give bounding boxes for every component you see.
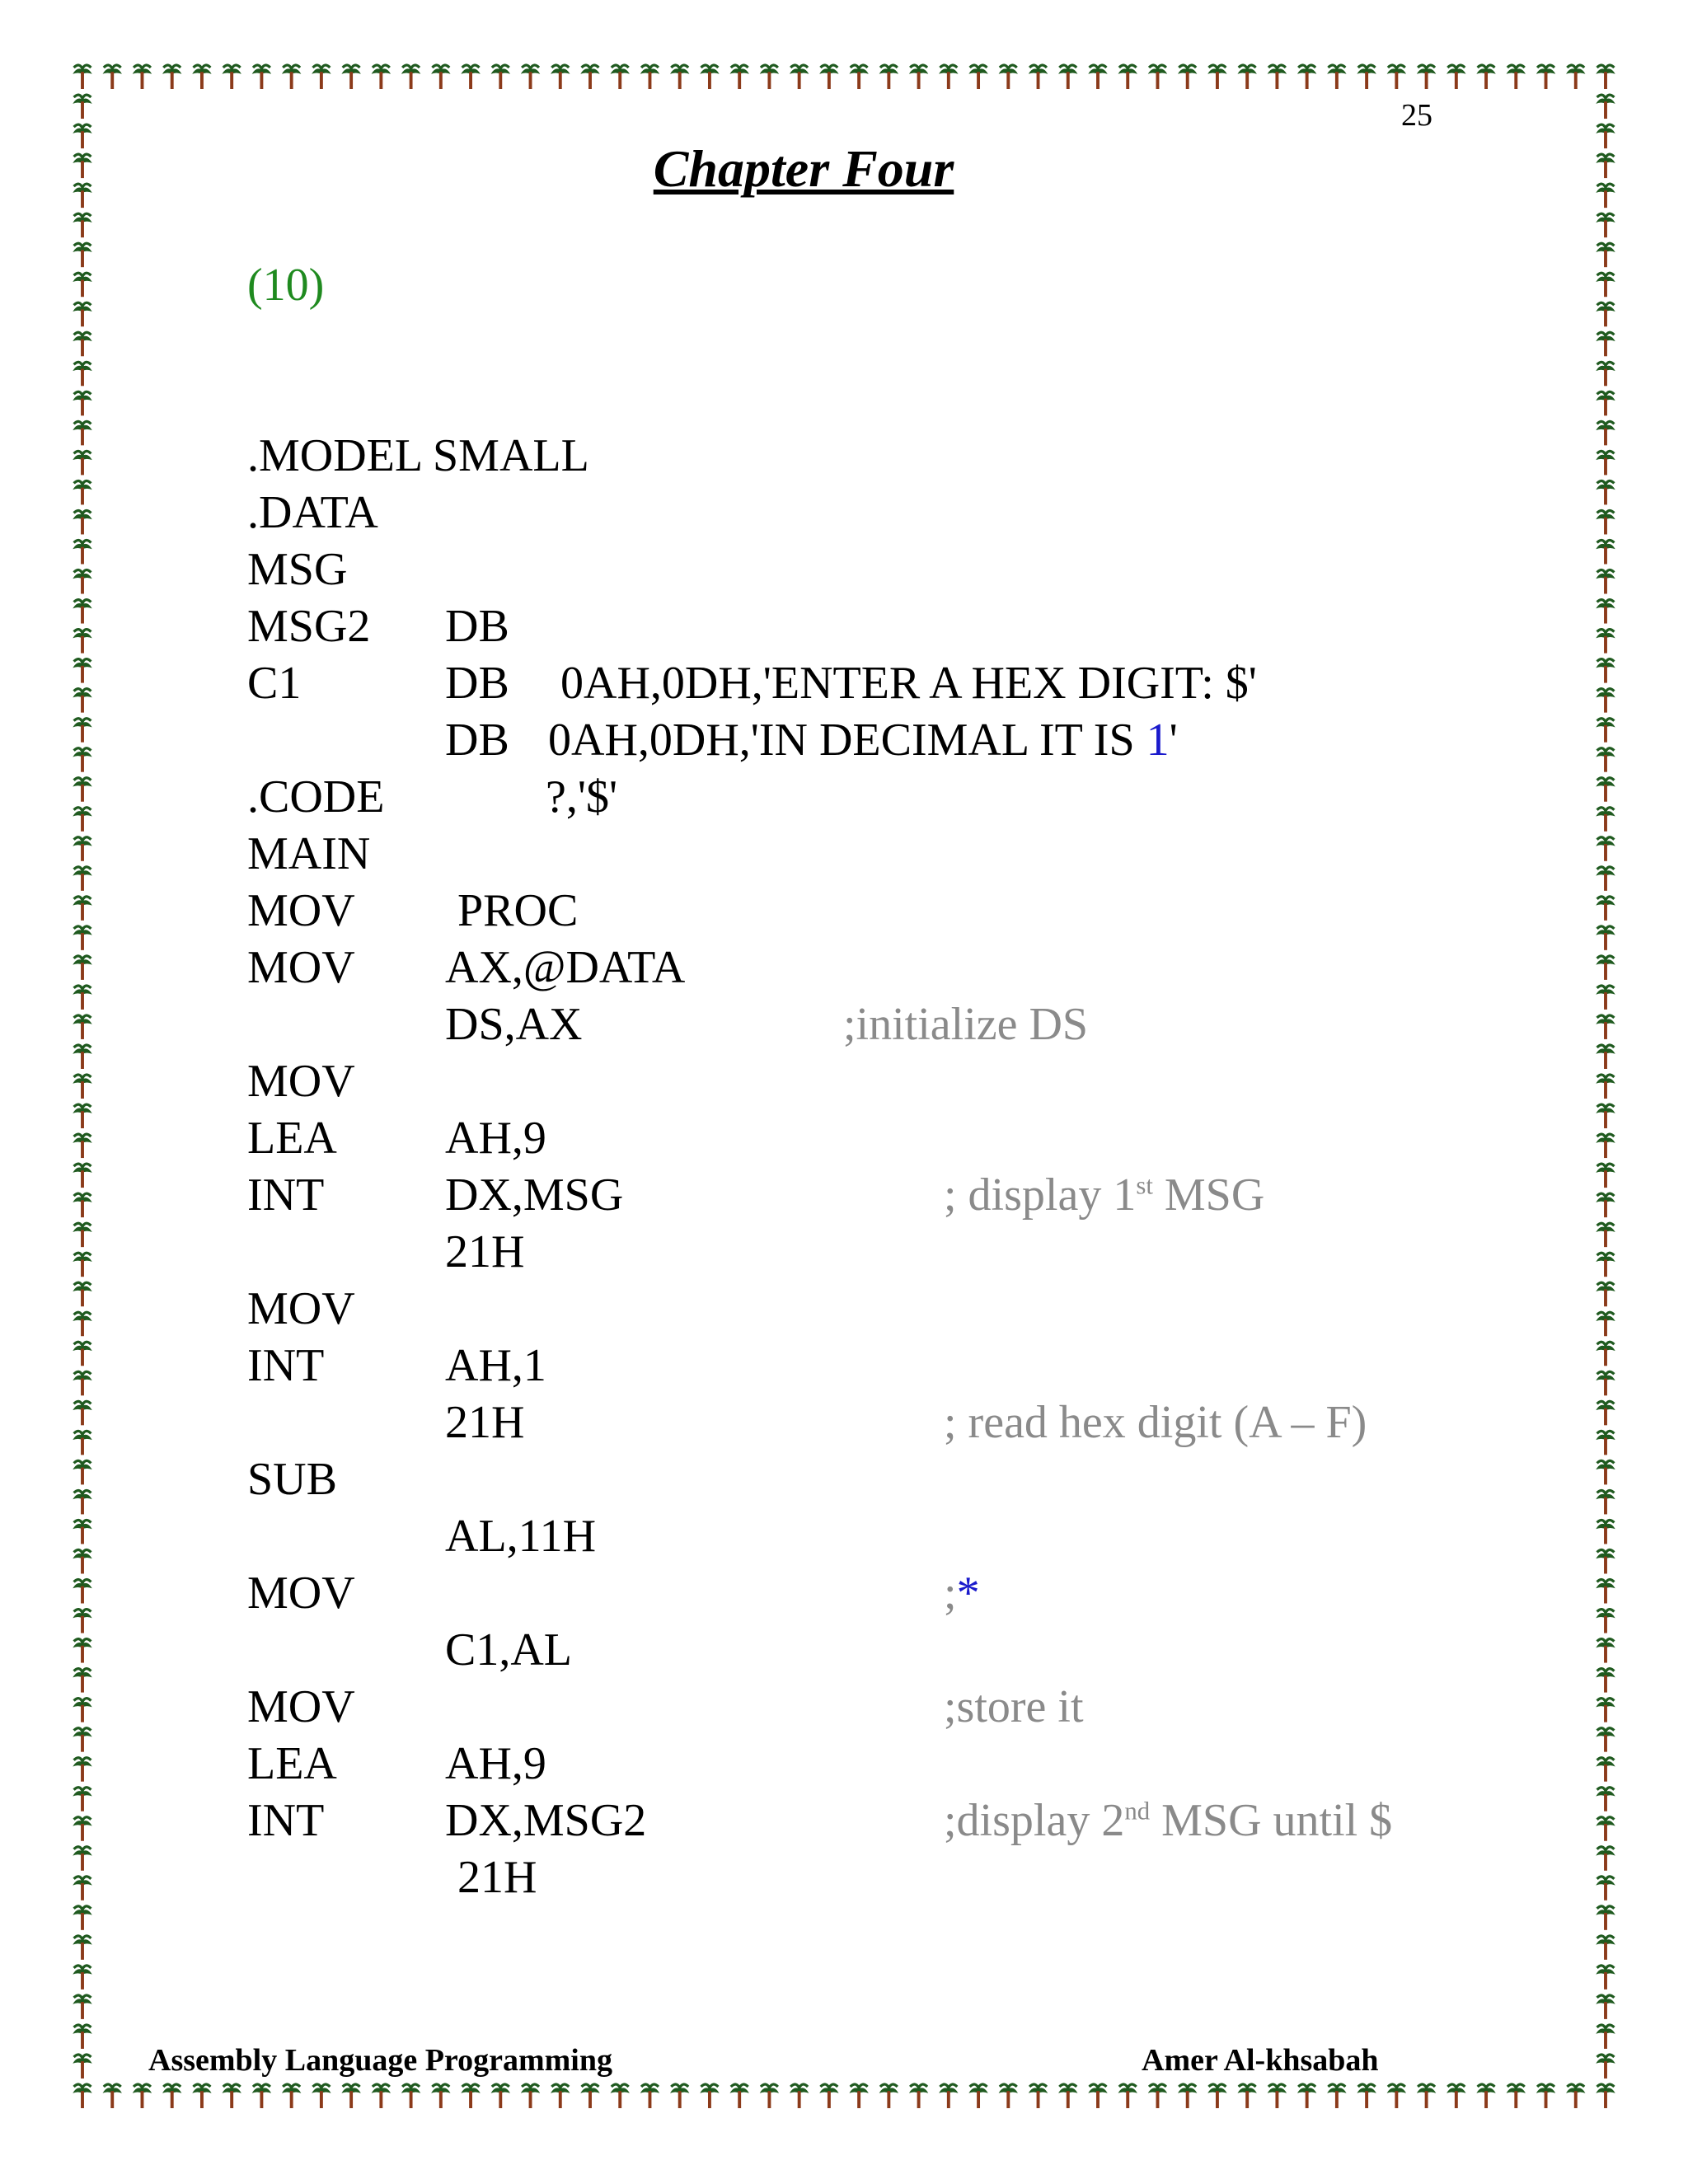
palm-tree-icon: [372, 65, 391, 89]
palm-tree-icon: [939, 65, 958, 89]
palm-tree-icon: [372, 2084, 391, 2108]
palm-tree-icon: [73, 480, 91, 504]
palm-tree-icon: [551, 2084, 570, 2108]
palm-tree-icon: [1178, 2084, 1197, 2108]
palm-tree-icon: [73, 451, 91, 475]
palm-tree-icon: [1596, 1788, 1615, 1811]
palm-tree-icon: [73, 1639, 91, 1663]
palm-tree-icon: [968, 2084, 987, 2108]
palm-tree-icon: [1596, 1401, 1615, 1425]
palm-tree-icon: [1596, 421, 1615, 445]
palm-tree-icon: [1596, 213, 1615, 237]
palm-tree-icon: [73, 421, 91, 445]
palm-tree-icon: [849, 2084, 868, 2108]
palm-tree-icon: [1237, 65, 1256, 89]
opcode: MOV: [247, 885, 355, 936]
opcode: MOV: [247, 1568, 355, 1619]
palm-tree-icon: [1596, 1460, 1615, 1484]
palm-tree-icon: [73, 956, 91, 980]
palm-tree-icon: [73, 65, 91, 89]
palm-tree-icon: [73, 1282, 91, 1306]
palm-tree-icon: [1387, 65, 1406, 89]
palm-tree-icon: [760, 65, 779, 89]
palm-tree-icon: [73, 1550, 91, 1574]
db-keyword: DB: [445, 715, 509, 766]
palm-tree-icon: [73, 1699, 91, 1722]
palm-tree-icon: [1596, 480, 1615, 504]
palm-tree-icon: [1596, 748, 1615, 772]
palm-tree-icon: [73, 1193, 91, 1217]
palm-tree-icon: [1596, 1817, 1615, 1841]
code-listing: [247, 371, 1393, 1903]
palm-tree-icon: [700, 65, 719, 89]
comment: ;initialize DS: [843, 999, 1089, 1050]
palm-tree-icon: [73, 302, 91, 326]
palm-tree-icon: [1596, 778, 1615, 802]
palm-tree-icon: [1237, 2084, 1256, 2108]
palm-tree-icon: [1207, 65, 1226, 89]
palm-tree-icon: [1536, 65, 1555, 89]
footer-author: Amer Al-khsabah: [1142, 2043, 1379, 2078]
palm-tree-icon: [73, 600, 91, 624]
palm-tree-icon: [580, 2084, 599, 2108]
palm-tree-icon: [73, 1847, 91, 1871]
palm-tree-icon: [1596, 600, 1615, 624]
opcode: MOV: [247, 1056, 355, 1107]
palm-tree-icon: [1387, 2084, 1406, 2108]
palm-tree-icon: [73, 1371, 91, 1395]
palm-tree-icon: [103, 65, 122, 89]
palm-tree-icon: [1447, 2084, 1465, 2108]
palm-tree-icon: [73, 1669, 91, 1693]
palm-tree-icon: [1596, 243, 1615, 267]
palm-tree-icon: [1596, 1936, 1615, 1960]
palm-tree-icon: [73, 1164, 91, 1188]
comment: ;store it: [944, 1681, 1084, 1732]
palm-tree-icon: [670, 2084, 689, 2108]
palm-tree-icon: [73, 1580, 91, 1604]
palm-tree-icon: [1596, 1580, 1615, 1604]
palm-tree-icon: [401, 65, 420, 89]
operand: 21H: [445, 1397, 525, 1448]
data-directive: .DATA: [247, 487, 378, 538]
palm-tree-icon: [1596, 302, 1615, 326]
palm-tree-icon: [73, 1342, 91, 1366]
palm-tree-icon: [1297, 65, 1316, 89]
palm-tree-icon: [1596, 95, 1615, 119]
palm-tree-icon: [162, 65, 181, 89]
palm-tree-icon: [1596, 689, 1615, 713]
palm-tree-icon: [162, 2084, 181, 2108]
palm-tree-icon: [73, 689, 91, 713]
palm-tree-icon: [1596, 808, 1615, 832]
chapter-title: Chapter Four: [653, 139, 954, 198]
footer-course-title: Assembly Language Programming: [148, 2043, 612, 2078]
palm-tree-icon: [73, 2055, 91, 2079]
palm-tree-icon: [1357, 2084, 1376, 2108]
palm-tree-icon: [1357, 65, 1376, 89]
palm-tree-icon: [1596, 362, 1615, 386]
operand: AL,11H: [445, 1511, 597, 1562]
palm-tree-icon: [1088, 65, 1107, 89]
palm-tree-icon: [1596, 1164, 1615, 1188]
palm-tree-icon: [73, 659, 91, 683]
operand: 21H: [445, 1226, 525, 1277]
palm-tree-icon: [670, 65, 689, 89]
palm-tree-icon: [73, 391, 91, 415]
palm-tree-icon: [1596, 956, 1615, 980]
operand: DX,MSG2: [445, 1795, 647, 1846]
palm-tree-icon: [73, 1817, 91, 1841]
palm-tree-icon: [879, 65, 898, 89]
opcode: INT: [247, 1169, 325, 1221]
palm-tree-icon: [312, 65, 331, 89]
palm-tree-icon: [1596, 1342, 1615, 1366]
palm-tree-icon: [1476, 2084, 1495, 2108]
palm-tree-icon: [73, 2084, 91, 2108]
palm-tree-icon: [1148, 65, 1167, 89]
palm-tree-icon: [73, 1995, 91, 2019]
palm-tree-icon: [999, 65, 1018, 89]
palm-tree-icon: [909, 2084, 928, 2108]
palm-tree-icon: [73, 1045, 91, 1069]
palm-tree-icon: [1596, 1758, 1615, 1782]
palm-tree-icon: [1596, 1669, 1615, 1693]
palm-tree-icon: [879, 2084, 898, 2108]
palm-tree-icon: [1596, 273, 1615, 297]
palm-tree-icon: [1596, 1520, 1615, 1544]
page-number: 25: [1401, 98, 1432, 133]
palm-tree-icon: [1268, 2084, 1287, 2108]
palm-tree-icon: [461, 2084, 480, 2108]
palm-tree-icon: [192, 2084, 211, 2108]
exercise-number: (10): [247, 260, 325, 311]
db-keyword: DB: [445, 658, 509, 709]
palm-tree-icon: [1118, 65, 1137, 89]
palm-tree-icon: [73, 1401, 91, 1425]
palm-tree-icon: [760, 2084, 779, 2108]
palm-tree-icon: [790, 2084, 809, 2108]
palm-tree-icon: [999, 2084, 1018, 2108]
palm-tree-icon: [790, 65, 809, 89]
palm-tree-icon: [819, 2084, 838, 2108]
palm-tree-icon: [580, 65, 599, 89]
highlighted-digit: 1: [1146, 715, 1170, 766]
palm-tree-icon: [73, 541, 91, 565]
palm-tree-icon: [73, 630, 91, 654]
palm-tree-icon: [1596, 1966, 1615, 1990]
palm-tree-icon: [73, 1490, 91, 1514]
palm-tree-icon: [1029, 65, 1048, 89]
palm-tree-icon: [222, 65, 241, 89]
palm-tree-icon: [1596, 1847, 1615, 1871]
comment: ;display 2nd MSG until $: [944, 1795, 1393, 1846]
palm-tree-icon: [1058, 2084, 1077, 2108]
operand: DS,AX: [445, 999, 583, 1050]
palm-tree-icon: [73, 213, 91, 237]
palm-tree-icon: [341, 65, 360, 89]
palm-tree-icon: [252, 2084, 271, 2108]
palm-tree-icon: [1596, 897, 1615, 921]
palm-tree-icon: [1297, 2084, 1316, 2108]
palm-tree-icon: [1596, 2055, 1615, 2079]
palm-tree-icon: [1596, 1015, 1615, 1039]
palm-tree-icon: [73, 1728, 91, 1752]
asterisk-marker: *: [956, 1568, 980, 1619]
blank-line: [247, 940, 293, 996]
palm-tree-icon: [1596, 1223, 1615, 1247]
blank-line: [247, 1565, 293, 1622]
palm-tree-icon: [1596, 837, 1615, 861]
palm-tree-icon: [73, 1966, 91, 1990]
code-line-code: [247, 712, 385, 823]
comment: ; display 1st MSG: [944, 1169, 1265, 1221]
palm-tree-icon: [700, 2084, 719, 2108]
palm-tree-icon: [1029, 2084, 1048, 2108]
palm-tree-icon: [73, 510, 91, 534]
opcode: LEA: [247, 1738, 337, 1789]
palm-tree-icon: [73, 95, 91, 119]
opcode: SUB: [247, 1454, 337, 1505]
palm-tree-icon: [222, 2084, 241, 2108]
palm-tree-icon: [73, 1877, 91, 1900]
palm-tree-icon: [73, 1075, 91, 1099]
palm-tree-icon: [73, 926, 91, 950]
palm-tree-icon: [1596, 1282, 1615, 1306]
palm-tree-icon: [1596, 1104, 1615, 1128]
palm-tree-icon: [312, 2084, 331, 2108]
palm-tree-icon: [640, 65, 659, 89]
palm-tree-icon: [1417, 65, 1436, 89]
palm-tree-icon: [1268, 65, 1287, 89]
palm-tree-icon: [1596, 1877, 1615, 1900]
palm-tree-icon: [73, 1936, 91, 1960]
palm-tree-icon: [1507, 65, 1526, 89]
palm-tree-icon: [192, 65, 211, 89]
palm-tree-icon: [729, 65, 748, 89]
palm-tree-icon: [1596, 570, 1615, 594]
palm-tree-icon: [1566, 65, 1585, 89]
db-value: ?,'$': [546, 771, 618, 823]
palm-tree-icon: [1507, 2084, 1526, 2108]
palm-tree-icon: [73, 1520, 91, 1544]
db-value: 0AH,0DH,'ENTER A HEX DIGIT: $': [560, 658, 1257, 709]
palm-tree-icon: [1596, 541, 1615, 565]
palm-tree-icon: [521, 2084, 540, 2108]
palm-tree-icon: [1596, 1550, 1615, 1574]
comment: ;*: [944, 1568, 980, 1619]
palm-tree-icon: [1596, 1253, 1615, 1277]
palm-tree-icon: [1596, 1193, 1615, 1217]
blank-line: [247, 655, 293, 712]
palm-tree-icon: [73, 719, 91, 743]
palm-tree-icon: [73, 1906, 91, 1930]
palm-tree-icon: [1207, 2084, 1226, 2108]
palm-tree-icon: [73, 1104, 91, 1128]
palm-tree-icon: [491, 65, 510, 89]
db-value: 0AH,0DH,'IN DECIMAL IT IS 1': [548, 715, 1178, 766]
palm-tree-icon: [73, 1431, 91, 1455]
palm-tree-icon: [1596, 1431, 1615, 1455]
label: MSG: [247, 544, 348, 595]
palm-tree-icon: [73, 808, 91, 832]
palm-tree-icon: [1596, 2084, 1615, 2108]
palm-tree-icon: [819, 65, 838, 89]
palm-tree-icon: [1596, 1312, 1615, 1336]
palm-tree-icon: [939, 2084, 958, 2108]
palm-tree-icon: [252, 65, 271, 89]
palm-tree-icon: [1596, 451, 1615, 475]
palm-tree-icon: [1596, 1728, 1615, 1752]
palm-tree-icon: [611, 65, 630, 89]
palm-tree-icon: [1596, 659, 1615, 683]
palm-tree-icon: [521, 65, 540, 89]
operand: AH,9: [445, 1113, 546, 1164]
palm-tree-icon: [491, 2084, 510, 2108]
code-line-model: [247, 371, 589, 481]
palm-tree-icon: [1596, 391, 1615, 415]
operand: PROC: [457, 885, 579, 936]
code-directive: .CODE: [247, 771, 385, 823]
operand: AH,9: [445, 1738, 546, 1789]
blank-line: [247, 1167, 293, 1224]
palm-tree-icon: [1596, 1699, 1615, 1722]
palm-tree-icon: [1596, 1906, 1615, 1930]
palm-tree-icon: [73, 778, 91, 802]
palm-tree-icon: [968, 65, 987, 89]
palm-tree-icon: [73, 332, 91, 356]
operand: DX,MSG: [445, 1169, 624, 1221]
palm-tree-icon: [1476, 65, 1495, 89]
palm-tree-icon: [1447, 65, 1465, 89]
palm-tree-icon: [73, 273, 91, 297]
palm-tree-icon: [73, 897, 91, 921]
palm-tree-icon: [73, 1758, 91, 1782]
palm-tree-icon: [282, 65, 301, 89]
code-line-data: [247, 428, 378, 538]
palm-tree-icon: [849, 65, 868, 89]
label: MSG2: [247, 601, 371, 652]
palm-tree-icon: [73, 867, 91, 891]
palm-tree-icon: [73, 1610, 91, 1633]
palm-tree-icon: [1596, 926, 1615, 950]
opcode: MAIN: [247, 828, 371, 879]
palm-tree-icon: [282, 2084, 301, 2108]
palm-tree-icon: [1596, 1045, 1615, 1069]
palm-tree-icon: [73, 1223, 91, 1247]
palm-tree-icon: [1417, 2084, 1436, 2108]
palm-tree-icon: [1596, 1075, 1615, 1099]
opcode: MOV: [247, 1283, 355, 1334]
palm-tree-icon: [133, 65, 152, 89]
palm-tree-icon: [431, 2084, 450, 2108]
palm-tree-icon: [909, 65, 928, 89]
palm-tree-icon: [1596, 1610, 1615, 1633]
palm-tree-icon: [1596, 1639, 1615, 1663]
palm-tree-icon: [640, 2084, 659, 2108]
palm-tree-icon: [1596, 1995, 1615, 2019]
palm-tree-icon: [73, 570, 91, 594]
label: C1: [247, 658, 302, 709]
palm-tree-icon: [1596, 1134, 1615, 1158]
palm-tree-icon: [1058, 65, 1077, 89]
palm-tree-icon: [1596, 510, 1615, 534]
palm-tree-icon: [73, 1788, 91, 1811]
palm-tree-icon: [1327, 65, 1346, 89]
opcode: INT: [247, 1795, 325, 1846]
palm-tree-icon: [551, 65, 570, 89]
palm-tree-icon: [1596, 1371, 1615, 1395]
db-keyword: DB: [445, 601, 509, 652]
palm-tree-icon: [1596, 332, 1615, 356]
palm-tree-icon: [1596, 986, 1615, 1010]
blank-line: [247, 1338, 293, 1394]
operand: 21H: [457, 1852, 537, 1903]
palm-tree-icon: [73, 748, 91, 772]
palm-tree-icon: [401, 2084, 420, 2108]
palm-tree-icon: [73, 243, 91, 267]
palm-tree-icon: [611, 2084, 630, 2108]
palm-tree-icon: [73, 2025, 91, 2049]
palm-tree-icon: [73, 1015, 91, 1039]
opcode: INT: [247, 1340, 325, 1391]
palm-tree-icon: [1178, 65, 1197, 89]
blank-line: [247, 1451, 293, 1508]
comment: ; read hex digit (A – F): [944, 1397, 1367, 1448]
opcode: MOV: [247, 942, 355, 993]
opcode: MOV: [247, 1681, 355, 1732]
model-directive: .MODEL SMALL: [247, 430, 589, 481]
palm-tree-icon: [1596, 65, 1615, 89]
opcode: LEA: [247, 1113, 337, 1164]
palm-tree-icon: [1536, 2084, 1555, 2108]
palm-tree-icon: [73, 362, 91, 386]
palm-tree-icon: [431, 65, 450, 89]
palm-tree-icon: [103, 2084, 122, 2108]
palm-tree-icon: [73, 1460, 91, 1484]
operand: AH,1: [445, 1340, 546, 1391]
palm-tree-icon: [1088, 2084, 1107, 2108]
palm-tree-icon: [1596, 630, 1615, 654]
palm-tree-icon: [73, 1253, 91, 1277]
palm-tree-icon: [461, 65, 480, 89]
palm-tree-icon: [1148, 2084, 1167, 2108]
palm-tree-icon: [73, 1134, 91, 1158]
palm-tree-icon: [73, 1312, 91, 1336]
operand: AX,@DATA: [445, 942, 686, 993]
palm-tree-icon: [1118, 2084, 1137, 2108]
operand: C1,AL: [445, 1624, 572, 1675]
palm-tree-icon: [1596, 1490, 1615, 1514]
palm-tree-icon: [73, 986, 91, 1010]
palm-tree-icon: [1596, 2025, 1615, 2049]
palm-tree-icon: [1327, 2084, 1346, 2108]
palm-tree-icon: [729, 2084, 748, 2108]
palm-tree-icon: [341, 2084, 360, 2108]
palm-tree-icon: [133, 2084, 152, 2108]
palm-tree-icon: [1596, 719, 1615, 743]
palm-tree-icon: [73, 837, 91, 861]
palm-tree-icon: [1566, 2084, 1585, 2108]
palm-tree-icon: [1596, 867, 1615, 891]
